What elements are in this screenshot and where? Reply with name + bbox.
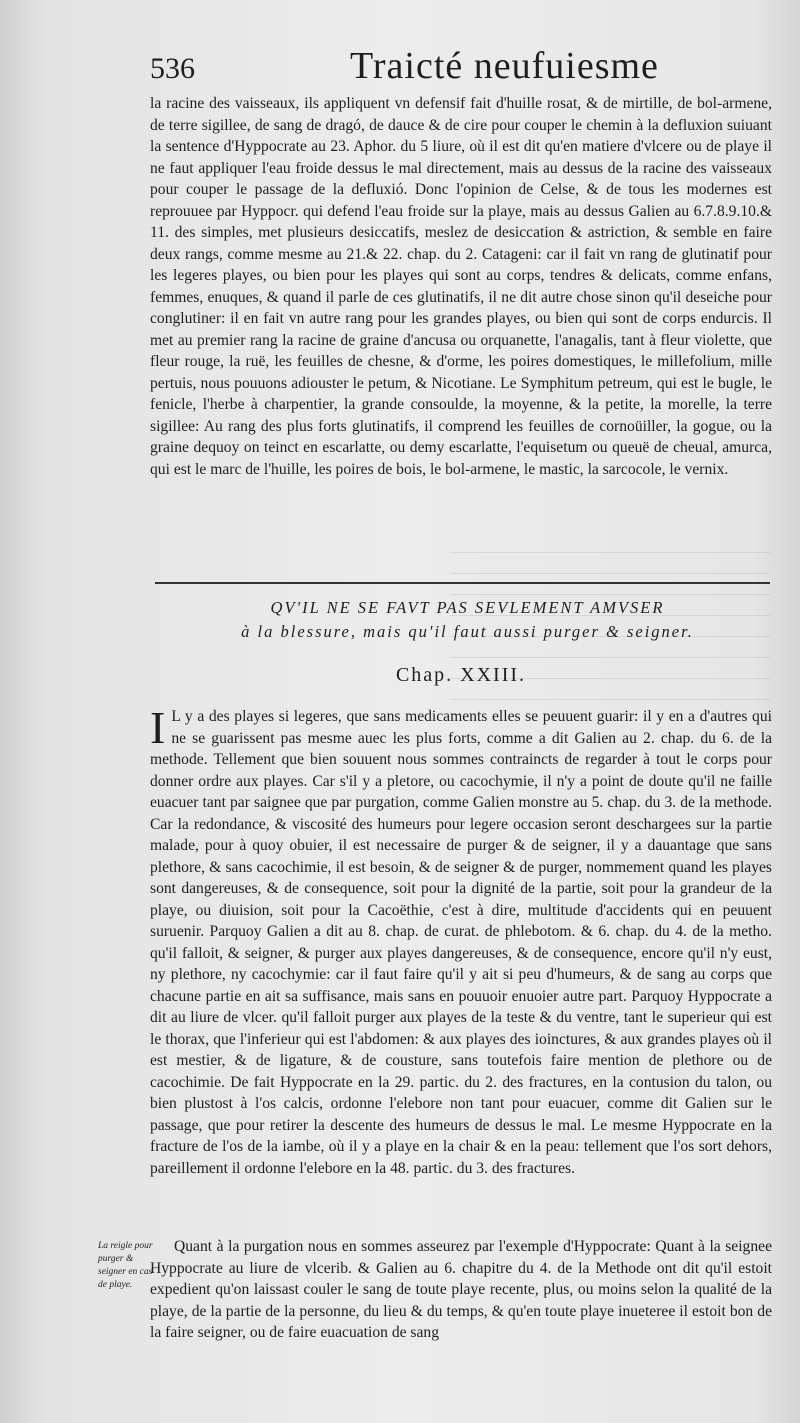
paragraph-2	[150, 706, 772, 1236]
margin-note: La reigle pour purger & seigner en cas de playe.	[98, 1241, 153, 1290]
section-title-line-1: QV'IL NE SE FAVT PAS SEVLEMENT AMVSER	[270, 598, 665, 617]
running-head: Traicté neufuiesme	[350, 45, 659, 87]
section-title-line-2: à la blessure, mais qu'il faut aussi purger & seigner.	[241, 622, 694, 641]
chapter-heading: Chap. XXIII.	[395, 664, 527, 686]
paragraph-1: la racine des vaisseaux, ils appliquent vn defensif fait d'huille rosat, & de mirtille, de bol-armene, de terre sigillee, de sang de dragó, de dauce & de cire pour couper le chemin à la defluxion suiuant la sentence d'Hyppocrate au 23. Aphor. du 5 liure, où il est dit qu'en matiere d'vlcere ou de playe il ne faut appliquer l'eau froide dessus le mal directement, mais au dessus de la racine des vaisseaux pour couper le passage de la defluxió. Donc l'opinion de Celse, & de tous les modernes est reprouuee par Hyppocr. qui defend l'eau froide sur la playe, mais au dessus Galien au 6.7.8.9.10.& 11. des simples, met plusieurs desiccatifs, meslez de desiccation & astriction, & semble en faire deux rangs, comme mesme au 21.& 22. chap. du 2. Catageni: car il fait vn rang de glutinatif pour les legeres playes, ou bien pour les playes qui sont au corps, tendres & delicats, comme enfans, femmes, enuques, & quand il parle de ces glutinatifs, il ne dit autre chose sinon qu'il deseiche pour conglutiner: il en fait vn autre rang pour les grandes playes, ou bien qui sont de corps endurcis. Il met au premier rang la racine de graine d'ancusa ou orquanette, l'anagalis, tant à fleur violette, que fleur rouge, la ruë, les feuilles de chesne, & d'orme, les poires domestiques, le millefolium, mille pertuis, nous pouuons adiouster le petum, & Nicotiane. Le Symphitum petreum, qui est le bugle, le fenicle, l'herbe à charpentier, la grande consoulde, la moyenne, & la petite, la morelle, la terre sigillee: Au rang des plus forts glutinatifs, il comprend les feuilles de cornoüiller, la gogue, ou la graine dequoy on teinct en escarlatte, ou demy escarlatte, l'equisetum ou queuë de cheual, amurca, qui est le marc de l'huille, les poires de bois, le bol-armene, le mastic, la sarcocole, le vernix.	[150, 95, 772, 478]
paragraph-3: Quant à la purgation nous en sommes asseurez par l'exemple d'Hyppocrate: Quant à la seignee Hyppocrate au liure de vlcerib. & Galien au 6. chapitre du 4. de la Methode ont dit qu'il estoit expedient qu'on laissast couler le sang de toute playe recente, plus, ou moins selon la qualité de la playe, de la partie de la personne, du lieu & du temps, & qu'en toute playe inueteree il estoit bon de la faire seigner, ou de faire euacuation de sang	[150, 1238, 772, 1341]
section-divider	[155, 582, 770, 584]
page-number: 536	[150, 52, 195, 85]
drop-cap: I	[150, 706, 166, 753]
section-title	[165, 596, 770, 644]
page-header	[150, 44, 790, 90]
paragraph-2-text: L y a des playes si legeres, que sans medicaments elles se peuuent guarir: il y en a d'autres qui ne se guarissent pas mesme auec les plus forts, comme a dit Galien au 2. chap. du 6. de la methode. Tellement que bien souuent nous sommes contraincts de regarder à tout le corps pour donner ordre aux playes. Car s'il y a pletore, ou cacochymie, il n'y a point de doute qu'il ne faille euacuer tant par saignee que par purgation, comme Galien monstre au 5. chap. du 3. de la methode. Car la redondance, & viscosité des humeurs pour legere occasion seront deschargees sur la partie malade, pour à quoy obuier, il est necessaire de purger & de seigner, il y a dauantage que sans plethore, & sans cacochimie, il est besoin, & de seigner & de purger, nommement quand les playes sont dangereuses, & de consequence, soit pour la dignité de la partie, soit pour la grandeur de la playe, ou diuision, soit pour la Cacoëthie, c'est à dire, multitude d'accidents qui en peuuent suruenir. Parquoy Galien a dit au 8. chap. de curat. de phlebotom. & 6. chap. du 4. de la metho. qu'il falloit, & seigner, & purger aux playes dangereuses, & de consequence, encore qu'il n'y eust, ny plethore, ny cacochymie: car il faut faire qu'il y ait si peu d'humeurs, & de sang au corps que chacune partie en ait sa suffisance, mais sans en pouuoir enuoier autre part. Parquoy Hyppocrate a dit au liure de vlcer. qu'il falloit purger aux playes de la teste & du ventre, tant le superieur qui est le thorax, que l'inferieur qui est l'abdomen: & aux playes des ioinctures, & aux grandes playes où il est mestier, & de ligature, & de cousture, sans toutefois faire mention de plethore ou de cacochimie. De fait Hyppocrate en la 29. partic. du 2. des fractures, en la contusion du talon, ou bien plustost à l'os calcis, ordonne l'elebore non tant pour euacuer, comme dit Galien sur le passage, que pour retirer la descente des humeurs de dessus le mal. Le mesme Hyppocrate en la fracture de l'os de la iambe, où il y a playe en la chair & en la peau: tellement que l'os sort dehors, pareillement il ordonne l'elebore en la 48. partic. du 3. des fractures.	[150, 708, 772, 1177]
